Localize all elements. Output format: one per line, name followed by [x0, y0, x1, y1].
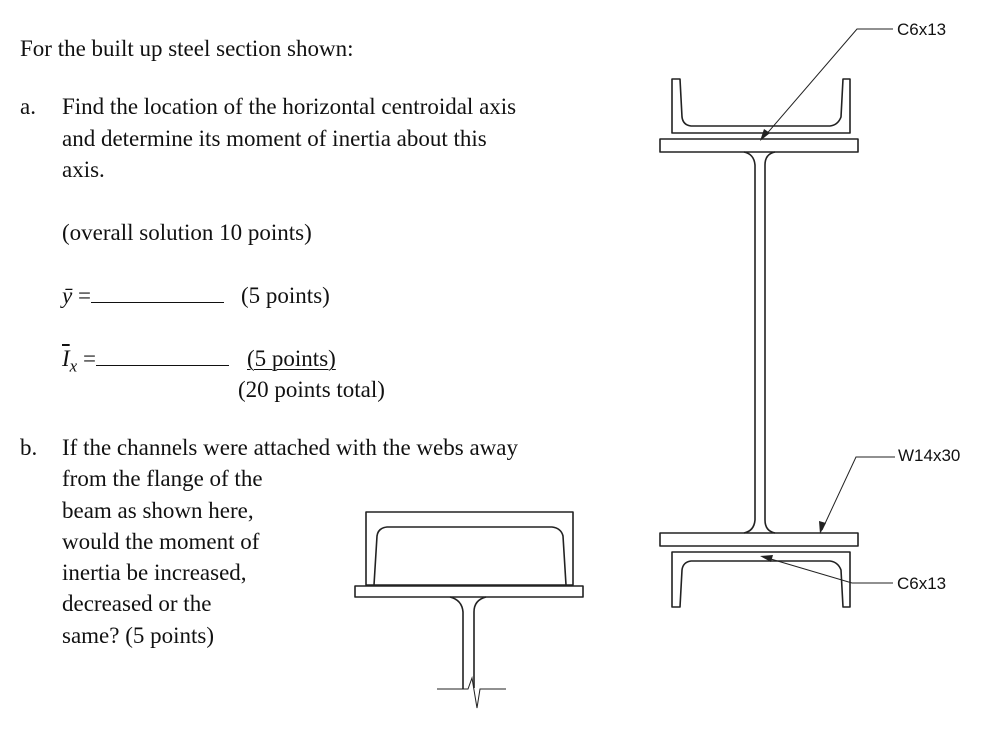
ybar-equals: =	[72, 283, 91, 308]
part-b-line-3: beam as shown here,	[62, 498, 254, 523]
part-b-line-2: from the flange of the	[62, 466, 263, 491]
ybar-symbol: ȳ	[62, 283, 73, 308]
beam-arrowhead	[819, 521, 826, 534]
top-channel-shape	[672, 79, 850, 133]
part-b-line-6: decreased or the	[62, 591, 212, 616]
intro-text: For the built up steel section shown:	[20, 36, 354, 61]
bottom-channel-label: C6x13	[897, 574, 947, 593]
alt-beam-web-right	[474, 597, 486, 688]
beam-bottom-flange	[660, 533, 858, 546]
beam-label: W14x30	[898, 446, 961, 465]
ix-symbol: $\overline{I}$	[62, 346, 70, 371]
part-b-line-5: inertia be increased,	[62, 560, 247, 585]
total-points: (20 points total)	[238, 377, 385, 402]
part-a-letter: a.	[20, 94, 36, 119]
part-b-line-4: would the moment of	[62, 529, 260, 554]
overall-solution-text: (overall solution 10 points)	[62, 220, 312, 245]
part-b-line-1: If the channels were attached with the webs away	[62, 435, 518, 460]
part-b-line-7: same? (5 points)	[62, 623, 215, 648]
beam-web	[744, 152, 755, 533]
part-a-line-1: Find the location of the horizontal centroidal axis	[62, 94, 517, 119]
alt-channel-shape	[366, 512, 573, 585]
beam-web-right	[765, 152, 775, 533]
beam-leader	[822, 457, 895, 530]
ybar-points: (5 points)	[241, 283, 330, 308]
bottom-channel-shape	[672, 552, 850, 607]
ix-points: (5 points)	[247, 346, 336, 371]
alternate-section	[355, 512, 583, 708]
top-channel-label: C6x13	[897, 20, 947, 39]
ix-subscript: x	[69, 356, 78, 376]
part-b-letter: b.	[20, 435, 38, 460]
ix-equals: =	[82, 346, 96, 371]
alt-beam-web-left	[450, 597, 463, 689]
built-up-section	[660, 29, 895, 607]
part-a-line-3: axis.	[62, 157, 105, 182]
top-channel-leader	[764, 29, 893, 137]
beam-top-flange	[660, 139, 858, 152]
alt-break-line	[437, 678, 506, 708]
part-a-line-2: and determine its moment of inertia about this	[62, 126, 487, 151]
alt-beam-flange	[355, 586, 583, 597]
